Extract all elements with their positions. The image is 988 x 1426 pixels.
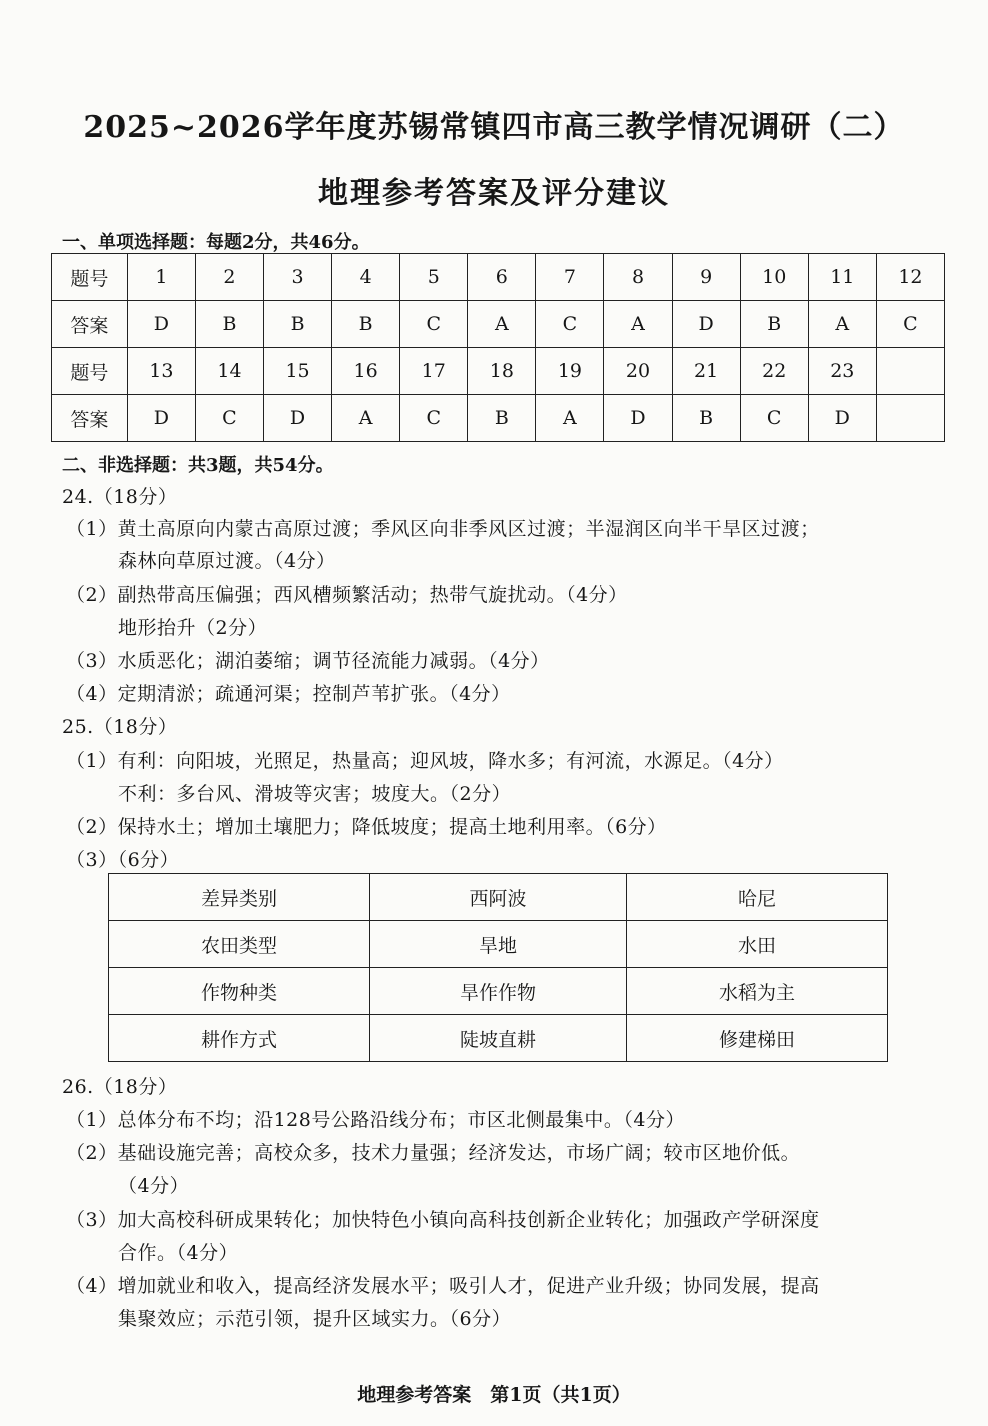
table-cell: B: [332, 301, 400, 348]
table-cell: 17: [400, 348, 468, 395]
table-cell: C: [400, 301, 468, 348]
table-cell: 12: [876, 254, 944, 301]
table-cell: A: [604, 301, 672, 348]
table-cell: 3: [264, 254, 332, 301]
table-cell: [876, 348, 944, 395]
table-cell: 8: [604, 254, 672, 301]
q24-answer-4: （4）定期清淤；疏通河渠；控制芦苇扩张。（4分）: [66, 683, 511, 705]
table-cell: C: [876, 301, 944, 348]
table-cell: A: [332, 395, 400, 442]
row-label-answer: 答案: [52, 395, 128, 442]
table-cell: 14: [195, 348, 263, 395]
page-footer: 地理参考答案 第1页（共1页）: [357, 1384, 631, 1406]
table-cell: [876, 395, 944, 442]
table-cell: D: [127, 395, 195, 442]
row-label-number: 题号: [52, 254, 128, 301]
table-cell: B: [740, 301, 808, 348]
table-cell: D: [808, 395, 876, 442]
table-cell: 2: [195, 254, 263, 301]
table-cell: 9: [672, 254, 740, 301]
page-subtitle: 地理参考答案及评分建议: [318, 176, 670, 211]
table-cell: 13: [127, 348, 195, 395]
table-cell: B: [672, 395, 740, 442]
section2-heading: 二、非选择题：共3题，共54分。: [62, 455, 334, 476]
table-cell: D: [672, 301, 740, 348]
q25-label: 25.（18分）: [62, 716, 178, 738]
table-cell: 水田: [627, 921, 888, 968]
table-cell: 22: [740, 348, 808, 395]
table-cell: 20: [604, 348, 672, 395]
q26-answer-2: （2）基础设施完善；高校众多，技术力量强；经济发达，市场广阔；较市区地价低。: [66, 1142, 801, 1164]
page-title: 2025~2026学年度苏锡常镇四市高三教学情况调研（二）: [83, 110, 905, 145]
q24-answer-2: （2）副热带高压偏强；西风槽频繁活动；热带气旋扰动。（4分）: [66, 584, 628, 606]
table-cell: 18: [468, 348, 536, 395]
table-cell: D: [264, 395, 332, 442]
table-row: [52, 348, 945, 395]
table-header-cell: 差异类别: [109, 874, 370, 921]
table-row: [109, 921, 888, 968]
table-cell: 21: [672, 348, 740, 395]
table-cell: A: [536, 395, 604, 442]
table-cell: C: [740, 395, 808, 442]
row-label-answer: 答案: [52, 301, 128, 348]
table-cell: 水稻为主: [627, 968, 888, 1015]
table-cell: B: [264, 301, 332, 348]
table-row: [52, 395, 945, 442]
table-cell: B: [195, 301, 263, 348]
q26-answer-3: （3）加大高校科研成果转化；加快特色小镇向高科技创新企业转化；加强政产学研深度: [66, 1209, 820, 1231]
table-cell: C: [536, 301, 604, 348]
table-cell: 旱作作物: [369, 968, 626, 1015]
table-header-cell: 哈尼: [627, 874, 888, 921]
table-cell: 5: [400, 254, 468, 301]
table-cell: 农田类型: [109, 921, 370, 968]
table-row: [52, 301, 945, 348]
table-row: [109, 1015, 888, 1062]
table-cell: D: [604, 395, 672, 442]
table-cell: 作物种类: [109, 968, 370, 1015]
q24-label: 24.（18分）: [62, 486, 178, 508]
table-cell: 23: [808, 348, 876, 395]
q25-answer-3: （3）（6分）: [66, 849, 180, 871]
table-cell: D: [127, 301, 195, 348]
q25-answer-1: （1）有利：向阳坡，光照足，热量高；迎风坡，降水多；有河流，水源足。（4分）: [66, 750, 784, 772]
table-row: [52, 254, 945, 301]
table-cell: C: [195, 395, 263, 442]
table-cell: 19: [536, 348, 604, 395]
row-label-number: 题号: [52, 348, 128, 395]
table-cell: 耕作方式: [109, 1015, 370, 1062]
table-cell: 16: [332, 348, 400, 395]
table-header-cell: 西阿波: [369, 874, 626, 921]
table-cell: 6: [468, 254, 536, 301]
table-header-row: [109, 874, 888, 921]
q26-answer-4: （4）增加就业和收入，提高经济发展水平；吸引人才，促进产业升级；协同发展，提高: [66, 1275, 820, 1297]
table-cell: 10: [740, 254, 808, 301]
q26-answer-1: （1）总体分布不均；沿128号公路沿线分布；市区北侧最集中。（4分）: [66, 1109, 685, 1131]
table-cell: 旱地: [369, 921, 626, 968]
q24-answer-3: （3）水质恶化；湖泊萎缩；调节径流能力减弱。（4分）: [66, 650, 550, 672]
table-cell: B: [468, 395, 536, 442]
table-row: [109, 968, 888, 1015]
table-cell: A: [468, 301, 536, 348]
table-cell: 4: [332, 254, 400, 301]
table-cell: 陡坡直耕: [369, 1015, 626, 1062]
q26-label: 26.（18分）: [62, 1076, 178, 1098]
table-cell: A: [808, 301, 876, 348]
comparison-table: [108, 873, 888, 1062]
q26-answer-4-cont: 集聚效应；示范引领，提升区域实力。（6分）: [118, 1308, 512, 1330]
q26-answer-3-cont: 合作。（4分）: [118, 1242, 239, 1264]
table-cell: C: [400, 395, 468, 442]
section1-heading: 一、单项选择题：每题2分，共46分。: [62, 232, 370, 253]
q25-answer-1-cont: 不利：多台风、滑坡等灾害；坡度大。（2分）: [118, 783, 512, 805]
q24-answer-1: （1）黄土高原向内蒙古高原过渡；季风区向非季风区过渡；半湿润区向半干旱区过渡；: [66, 518, 820, 540]
answer-table: [51, 253, 945, 442]
table-cell: 15: [264, 348, 332, 395]
table-cell: 1: [127, 254, 195, 301]
q26-answer-2-cont: （4分）: [118, 1175, 190, 1197]
table-cell: 11: [808, 254, 876, 301]
table-cell: 7: [536, 254, 604, 301]
table-cell: 修建梯田: [627, 1015, 888, 1062]
q24-answer-1-cont: 森林向草原过渡。（4分）: [118, 550, 336, 572]
q25-answer-2: （2）保持水土；增加土壤肥力；降低坡度；提高土地利用率。（6分）: [66, 816, 667, 838]
q24-answer-2-cont: 地形抬升（2分）: [118, 617, 268, 639]
